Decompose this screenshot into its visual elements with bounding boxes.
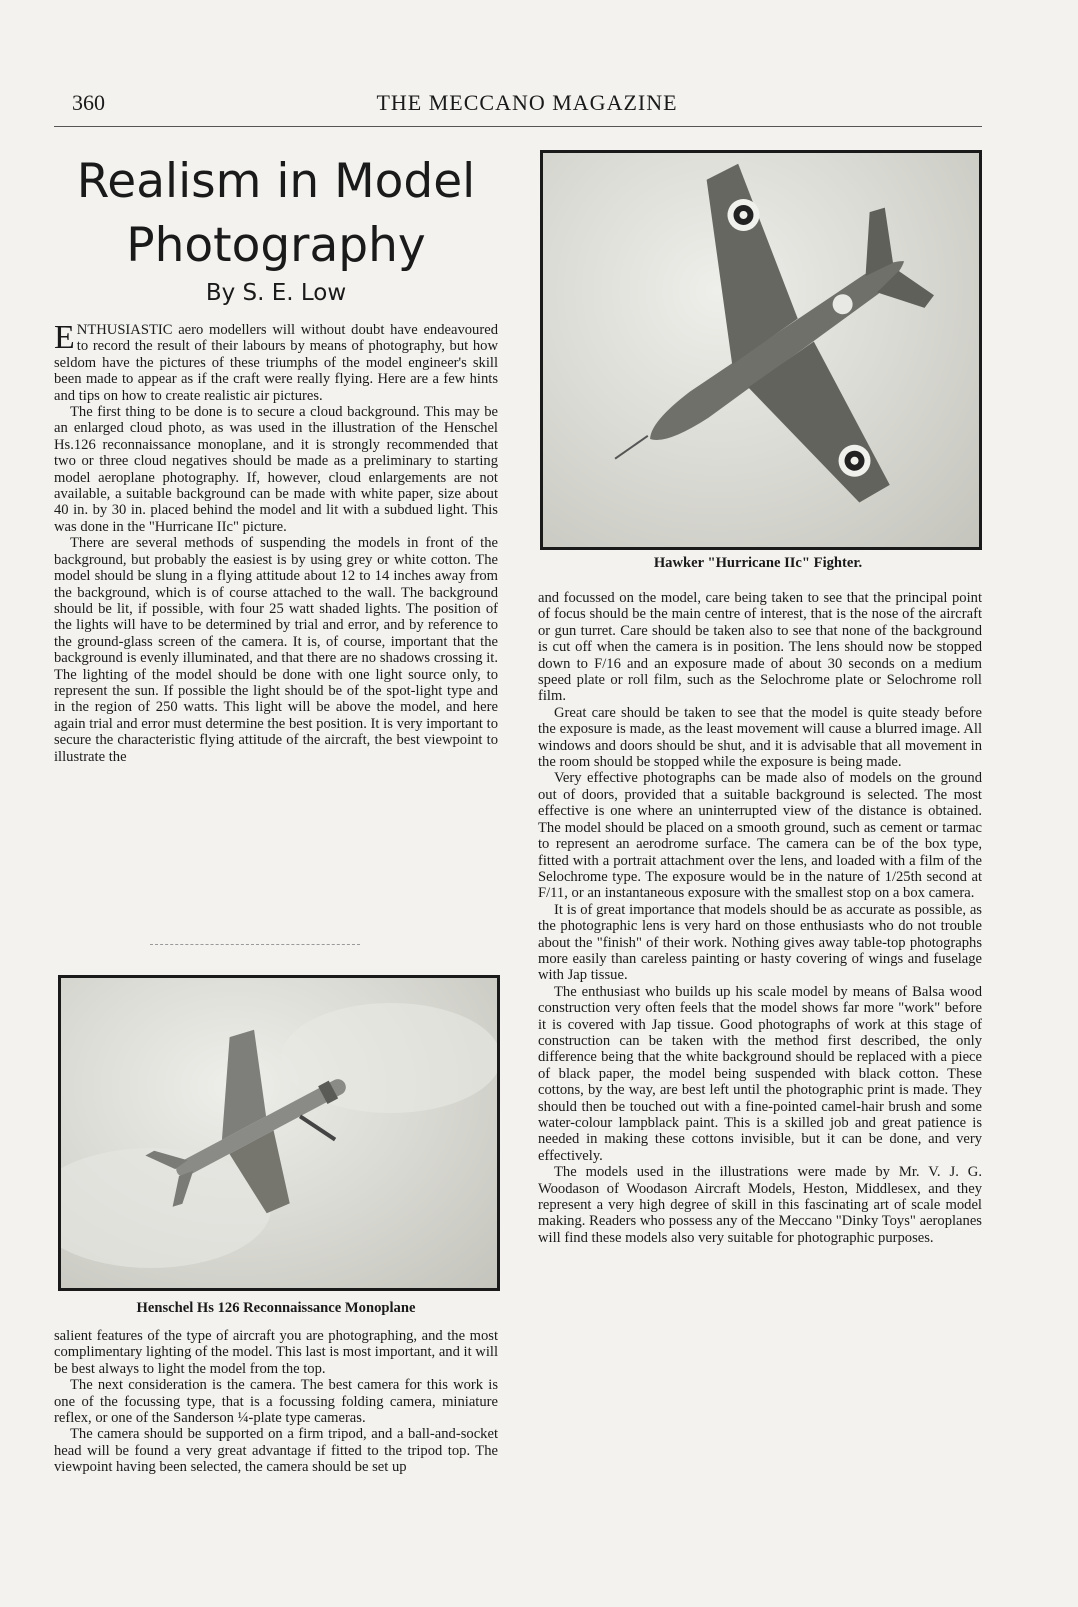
right-column	[538, 590, 982, 1246]
paragraph: ENTHUSIASTIC aero modellers will without doubt have endeavoured to record the result of their labours by means of photography, but how seldom have the pictures of these triumphs of the model engineer's skill been made to appear as if the craft were really flying. Here are a few hints and tips on how to create realistic air pictures.	[54, 319, 498, 404]
paragraph: The next consideration is the camera. The best camera for this work is one of the focussing type, that is a focussing folding camera, miniature reflex, or one of the Sanderson ¼-plate type cameras.	[54, 1377, 498, 1427]
hurricane-caption: Hawker "Hurricane IIc" Fighter.	[653, 555, 863, 571]
paragraph: salient features of the type of aircraft you are photographing, and the most complimentary lighting of the model. This last is most important, and it will be best always to light the model from the top.	[54, 1328, 498, 1377]
article-title-line2: Photography	[126, 218, 426, 273]
henschel-caption: Henschel Hs 126 Reconnaissance Monoplane	[136, 1300, 416, 1316]
left-column-bottom	[54, 1328, 498, 1476]
paragraph: The models used in the illustrations were made by Mr. V. J. G. Woodason of Woodason Aircraft Models, Heston, Middlesex, and they represent a very high degree of skill in this fascinating art of scale model making. Readers who possess any of the Meccano "Dinky Toys" aeroplanes will find these models also very suitable for photographic purposes.	[538, 1164, 982, 1246]
page-header	[72, 90, 982, 120]
henschel-aircraft-illustration	[61, 978, 497, 1288]
article-title-line1: Realism in Model	[76, 154, 476, 209]
paragraph: There are several methods of suspending the models in front of the background, but probably the easiest is by using grey or white cotton. The model should be slung in a flying attitude about 12 to 14 inches away from the background, which is of course attached to the wall. The background should be lit, if possible, with four 25 watt shaded lights. The position of the lights will have to be determined by trial and error, and by reference to the ground-glass screen of the camera. It is, of course, important that the background is evenly illuminated, and that there are no shadows crossing it. The lighting of the model should be done with one light source only, to represent the sun. If possible the light should be of the spot-light type and in the region of 250 watts. This light will be above the model, and here again trial and error must determine the best position. It is very important to secure the characteristic flying attitude of the aircraft, the best viewpoint to illustrate the	[54, 535, 498, 765]
drop-cap: E	[54, 319, 75, 356]
hurricane-photo	[540, 150, 982, 550]
page-number: 360	[72, 90, 105, 115]
paragraph: It is of great importance that models should be as accurate as possible, as the photographic lens is very hard on those enthusiasts who do not trouble about the "finish" of their work. Nothing gives away table-top photographs more easily than careless painting or hasty covering of wings and fuselage with Jap tissue.	[538, 901, 982, 984]
paragraph: Very effective photographs can be made also of models on the ground out of doors, provided that a suitable background is selected. The most effective is one where an uninterrupted view of the distance is obtained. The model should be placed on a smooth ground, such as cement or tarmac to represent an aerodrome surface. The camera can be of the box type, fitted with a portrait attachment over the lens, and loaded with a film of the Selochrome type. The exposure would be in the nature of 1/25th second at F/11, or an instantaneous exposure with the smallest stop on a box camera.	[538, 770, 982, 902]
paragraph: The camera should be supported on a firm tripod, and a ball-and-socket head will be found a very great advantage if fitted to the tripod top. The viewpoint having been selected, the camera should be set up	[54, 1426, 498, 1476]
decorative-divider	[150, 944, 360, 945]
byline: By S. E. Low	[205, 280, 347, 306]
paragraph: Great care should be taken to see that the model is quite steady before the exposure is made, as the least movement will cause a blurred image. All windows and doors should be shut, and it is advisable that all movement in the room should be stopped while the exposure is being made.	[538, 704, 982, 771]
article-title	[54, 150, 498, 278]
magazine-title: THE MECCANO MAGAZINE	[376, 90, 678, 115]
hurricane-aircraft-illustration	[543, 153, 979, 547]
paragraph: and focussed on the model, care being taken to see that the principal point of focus should be the main centre of interest, that is the nose of the aircraft or gun turret. Care should be taken also to see that none of the background is cut off when the camera is in position. The lens should now be stopped down to F/16 and an exposure made of about 30 seconds on a medium speed plate or roll film, such as the Selochrome plate or Selochrome roll film.	[538, 590, 982, 705]
header-rule	[54, 126, 982, 127]
henschel-photo	[58, 975, 500, 1291]
paragraph: The first thing to be done is to secure a cloud background. This may be an enlarged cloud photo, as was used in the illustration of the Henschel Hs.126 reconnaissance monoplane, and it is strongly recommended that two or three cloud negatives should be made as a preliminary to starting model aeroplane photography. If, however, cloud enlargements are not available, a suitable background can be made with white paper, size about 40 in. by 30 in. placed behind the model and lit with a subdued light. This was done in the "Hurricane IIc" picture.	[54, 404, 498, 535]
left-column-top	[54, 319, 498, 765]
paragraph: The enthusiast who builds up his scale model by means of Balsa wood construction very often feels that the model shows far more "work" before it is covered with Jap tissue. Good photographs of work at this stage of construction can be taken with the method first described, the only difference being that the white background should be replaced with a piece of black paper, the model being suspended with black cotton. These cottons, by the way, are best left until the photographic print is made. They should then be touched out with a fine-pointed camel-hair brush and some water-colour lampblack paint. This is a skilled job and great patience is needed in making these cottons invisible, but it can be done, and very effectively.	[538, 983, 982, 1164]
